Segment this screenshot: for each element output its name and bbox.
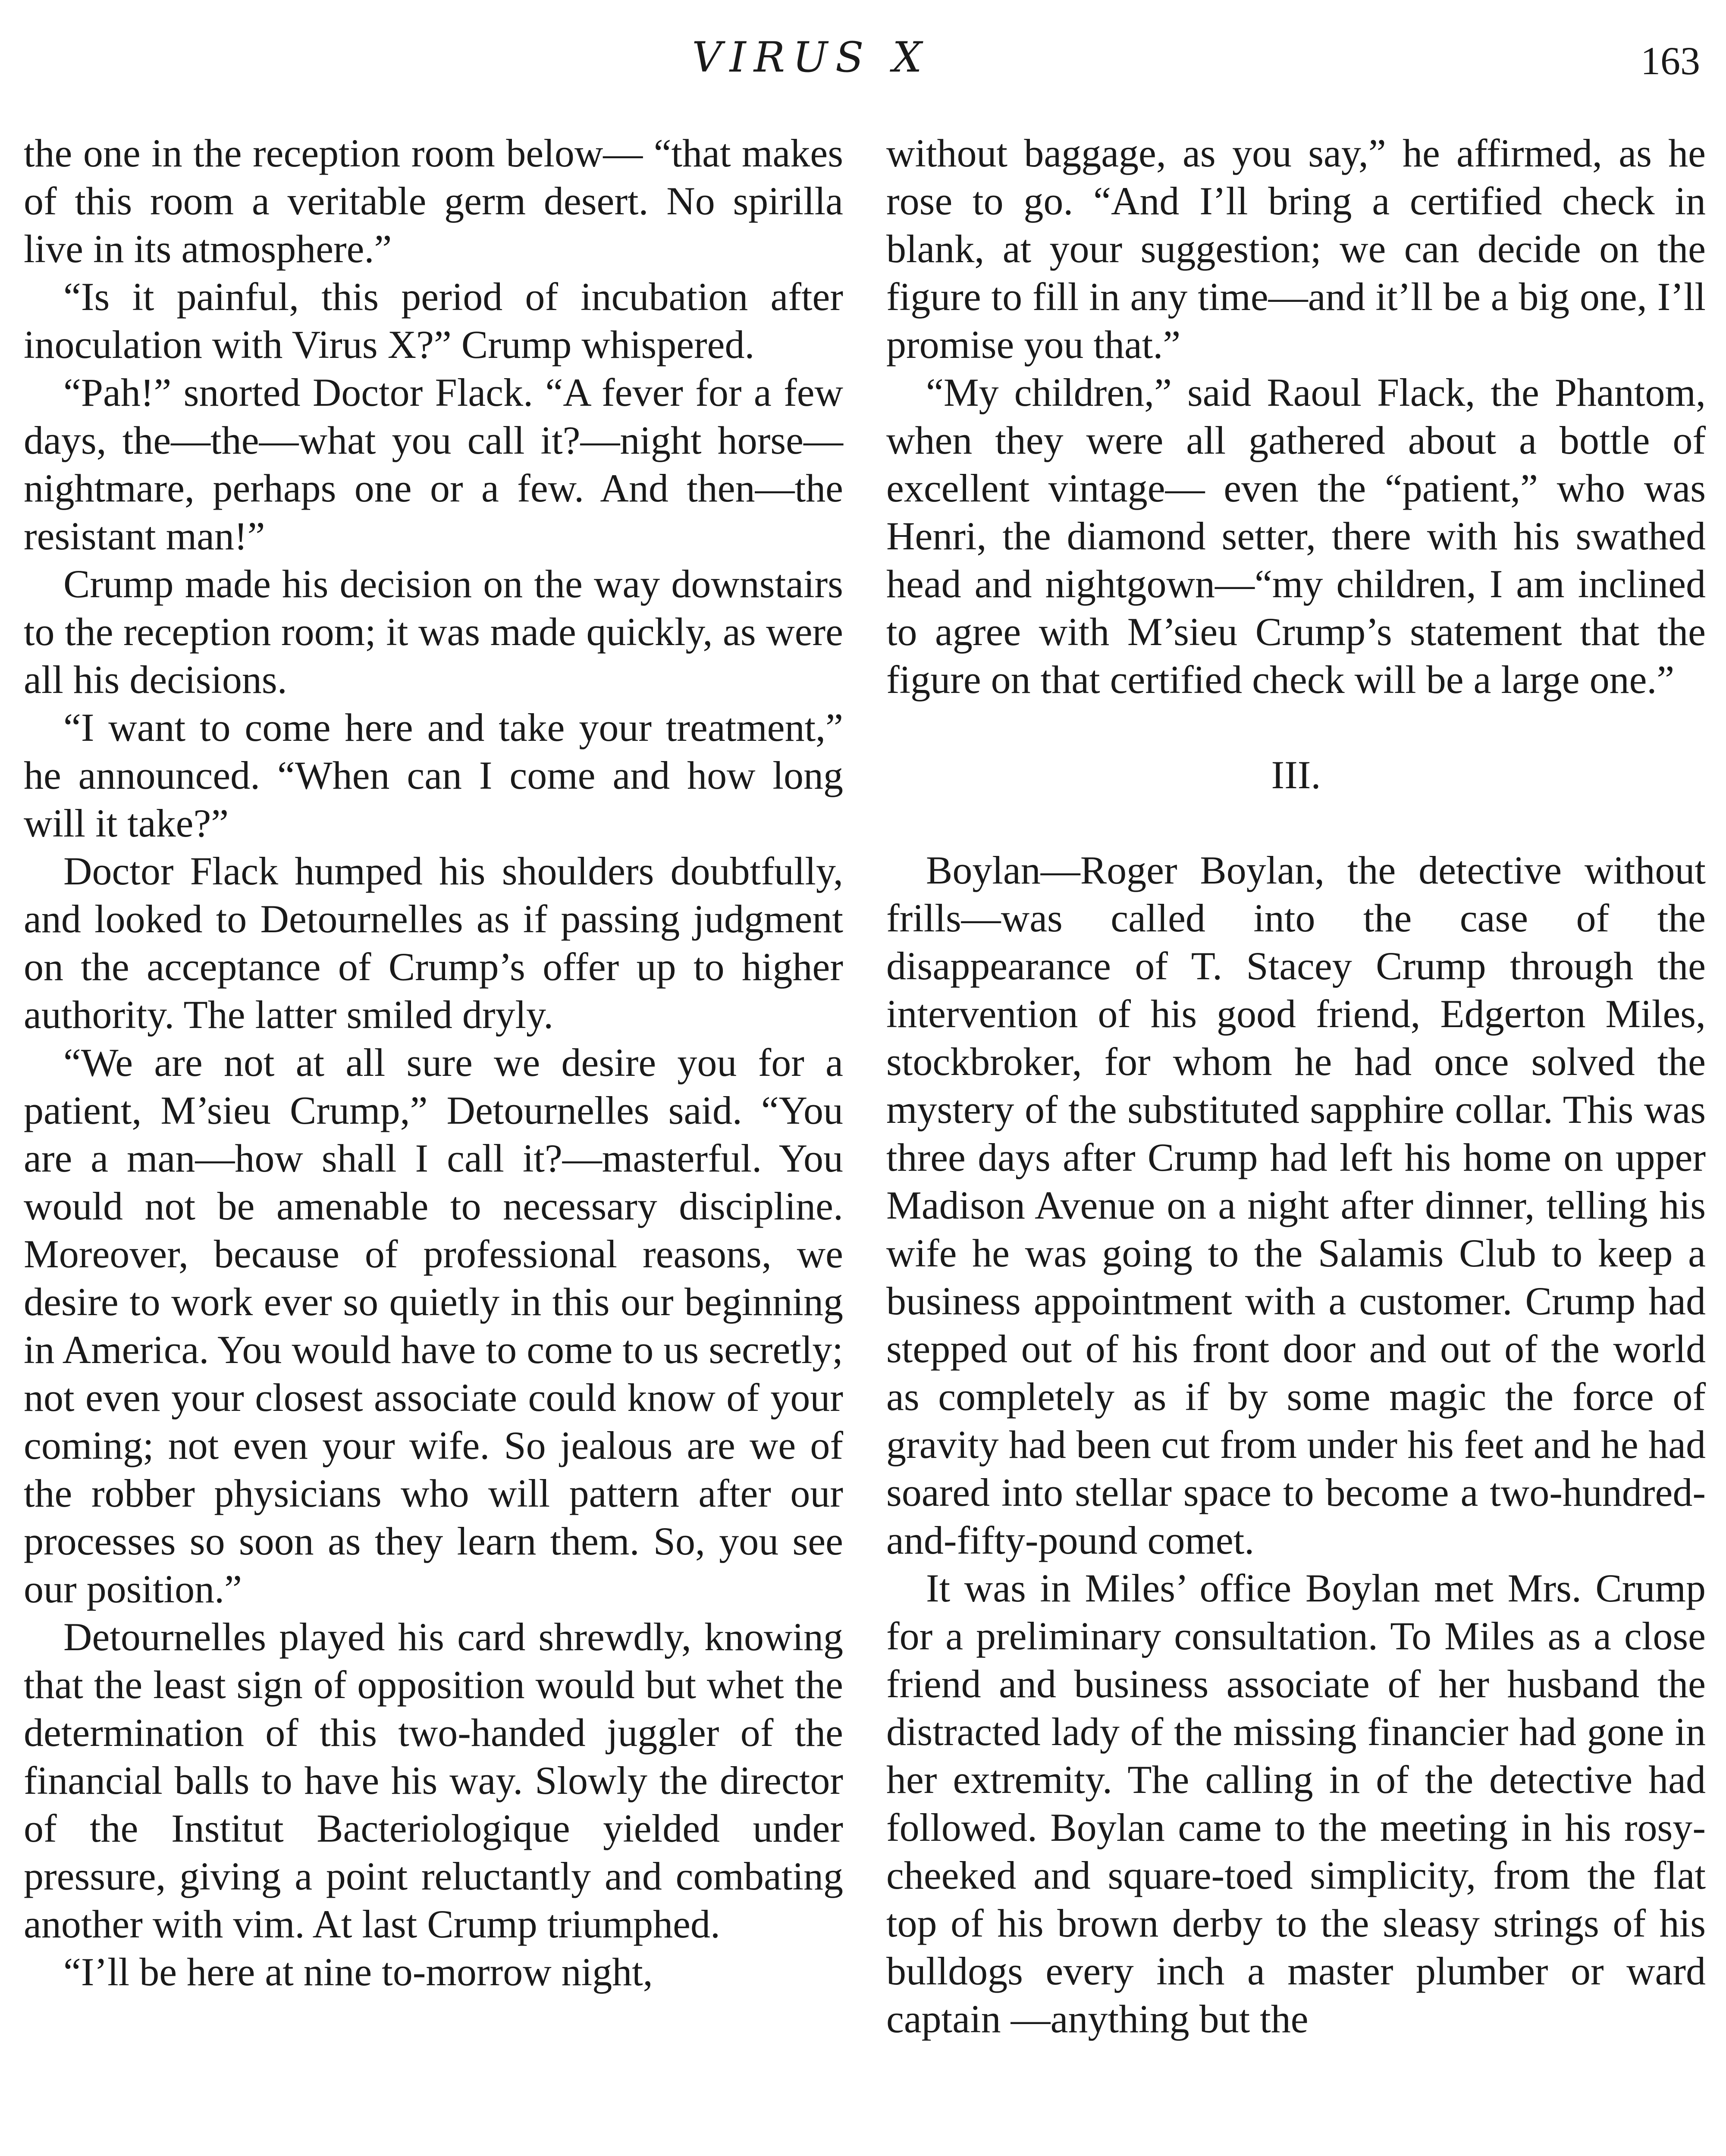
paragraph: It was in Miles’ office Boylan met Mrs. Crump for a preliminary consultation. To Miles as a close friend and business associate of her husband the distracted lady of the missing financier had gone in her extremity. The calling in of the detective had followed. Boylan came to the meeting in his rosy-cheeked and square-toed simplicity, from the flat top of his brown derby to the sleasy strings of his bulldogs every inch a master plumber or ward captain —anything but the: [886, 1566, 1706, 2041]
paragraph: “I want to come here and take your treatment,” he announced. “When can I come and how long will it take?”: [24, 705, 843, 845]
paragraph: Boylan—Roger Boylan, the detective without frills—was called into the case of the disappearance of T. Stacey Crump through the intervention of his good friend, Edgerton Miles, stockbroker, for whom he had once solved the mystery of the substituted sapphire collar. This was three days after Crump had left his home on upper Madison Avenue on a night after dinner, telling his wife he was going to the Salamis Club to keep a business appointment with a customer. Crump had stepped out of his front door and out of the world as completely as if by some magic the force of gravity had been cut from under his feet and he had soared into stellar space to become a two-hundred-and-fifty-pound comet.: [886, 848, 1706, 1562]
running-title: VIRUS X: [692, 33, 930, 81]
paragraph: “We are not at all sure we desire you for a patient, M’sieu Crump,” Detournelles said. “You are a man—how shall I call it?—masterful. You would not be amenable to necessary discipline. Moreover, because of professional reasons, we desire to work ever so quietly in this our beginning in America. You would have to come to us secretly; not even your closest associate could know of your coming; not even your wife. So jealous are we of the robber physicians who will pattern after our processes so soon as they learn them. So, you see our position.”: [24, 1040, 843, 1611]
paragraph: Doctor Flack humped his shoulders doubtfully, and looked to Detournelles as if passing judgment on the acceptance of Crump’s offer up to higher authority. The latter smiled dryly.: [24, 849, 843, 1037]
paragraph: the one in the reception room below— “that makes of this room a veritable germ desert. No spirilla live in its atmosphere.”: [24, 131, 843, 271]
paragraph: “I’ll be here at nine to-morrow night,: [63, 1950, 653, 1994]
page-number: 163: [1641, 39, 1700, 83]
right-column: [886, 129, 1706, 2043]
paragraph: “Pah!” snorted Doctor Flack. “A fever for a few days, the—the—what you call it?—night horse—nightmare, perhaps one or a few. And then—the resistant man!”: [24, 370, 843, 558]
paragraph: “My children,” said Raoul Flack, the Phantom, when they were all gathered about a bottle of excellent vintage— even the “patient,” who was Henri, the diamond setter, there with his swathed head and nightgown—“my children, I am inclined to agree with M’sieu Crump’s statement that the figure on that certified check will be a large one.”: [886, 370, 1706, 702]
section-heading: III.: [1271, 753, 1321, 797]
paragraph: “Is it painful, this period of incubation after inoculation with Virus X?” Crump whispered.: [24, 275, 843, 367]
left-column: [24, 129, 843, 1996]
paragraph: without baggage, as you say,” he affirmed, as he rose to go. “And I’ll bring a certified check in blank, at your suggestion; we can decide on the figure to fill in any time—and it’ll be a big one, I’ll promise you that.”: [886, 131, 1706, 367]
paragraph: Detournelles played his card shrewdly, knowing that the least sign of opposition would but whet the determination of this two-handed juggler of the financial balls to have his way. Slowly the director of the Institut Bacteriologique yielded under pressure, giving a point reluctantly and combating another with vim. At last Crump triumphed.: [24, 1615, 843, 1946]
paragraph: Crump made his decision on the way downstairs to the reception room; it was made quickly, as were all his decisions.: [24, 562, 843, 702]
